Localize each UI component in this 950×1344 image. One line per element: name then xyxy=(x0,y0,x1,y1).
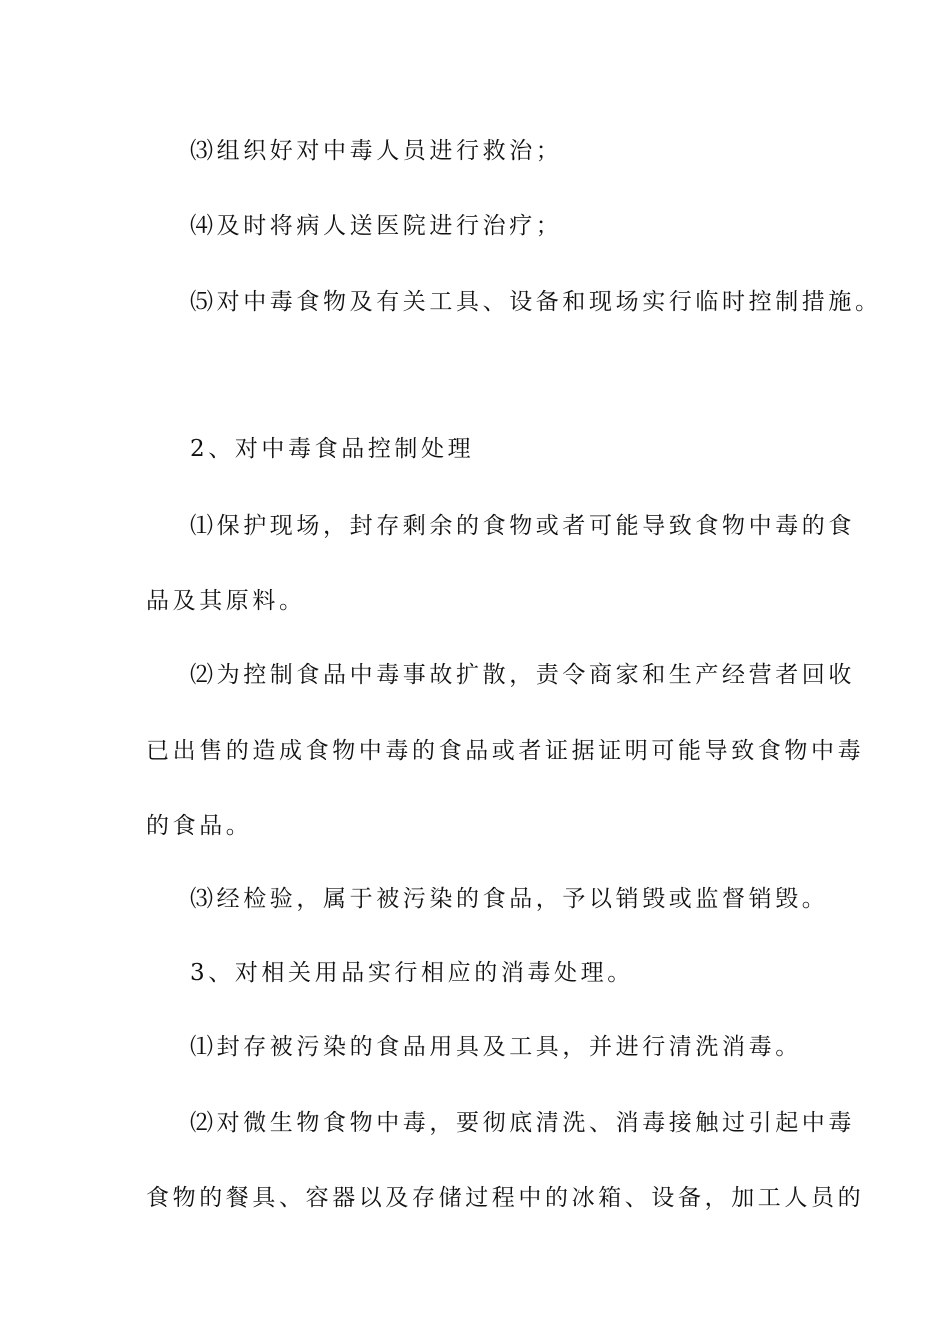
paragraph-2-2-line-3: 的食品。 xyxy=(146,813,253,839)
paragraph-2-2-line-1: ⑵为控制食品中毒事故扩散，责令商家和生产经营者回收 xyxy=(190,662,855,688)
paragraph-step-4-hospital: ⑷及时将病人送医院进行治疗； xyxy=(190,213,563,239)
paragraph-step-3-treatment: ⑶组织好对中毒人员进行救治； xyxy=(190,138,563,164)
paragraph-3-2-line-2: 食物的餐具、容器以及存储过程中的冰箱、设备，加工人员的 xyxy=(146,1185,865,1211)
section-heading-2: 2、对中毒食品控制处理 xyxy=(190,436,475,462)
paragraph-2-1-line-1: ⑴保护现场，封存剩余的食物或者可能导致食物中毒的食 xyxy=(190,513,855,539)
paragraph-step-5-control: ⑸对中毒食物及有关工具、设备和现场实行临时控制措施。 xyxy=(190,289,882,315)
paragraph-3-2-line-1: ⑵对微生物食物中毒，要彻底清洗、消毒接触过引起中毒 xyxy=(190,1110,855,1136)
paragraph-3-1: ⑴封存被污染的食品用具及工具，并进行清洗消毒。 xyxy=(190,1034,802,1060)
paragraph-2-1-line-2: 品及其原料。 xyxy=(146,588,306,614)
paragraph-2-3: ⑶经检验，属于被污染的食品，予以销毁或监督销毁。 xyxy=(190,886,829,912)
paragraph-2-2-line-2: 已出售的造成食物中毒的食品或者证据证明可能导致食物中毒 xyxy=(146,738,865,764)
section-heading-3: 3、对相关用品实行相应的消毒处理。 xyxy=(190,960,634,986)
